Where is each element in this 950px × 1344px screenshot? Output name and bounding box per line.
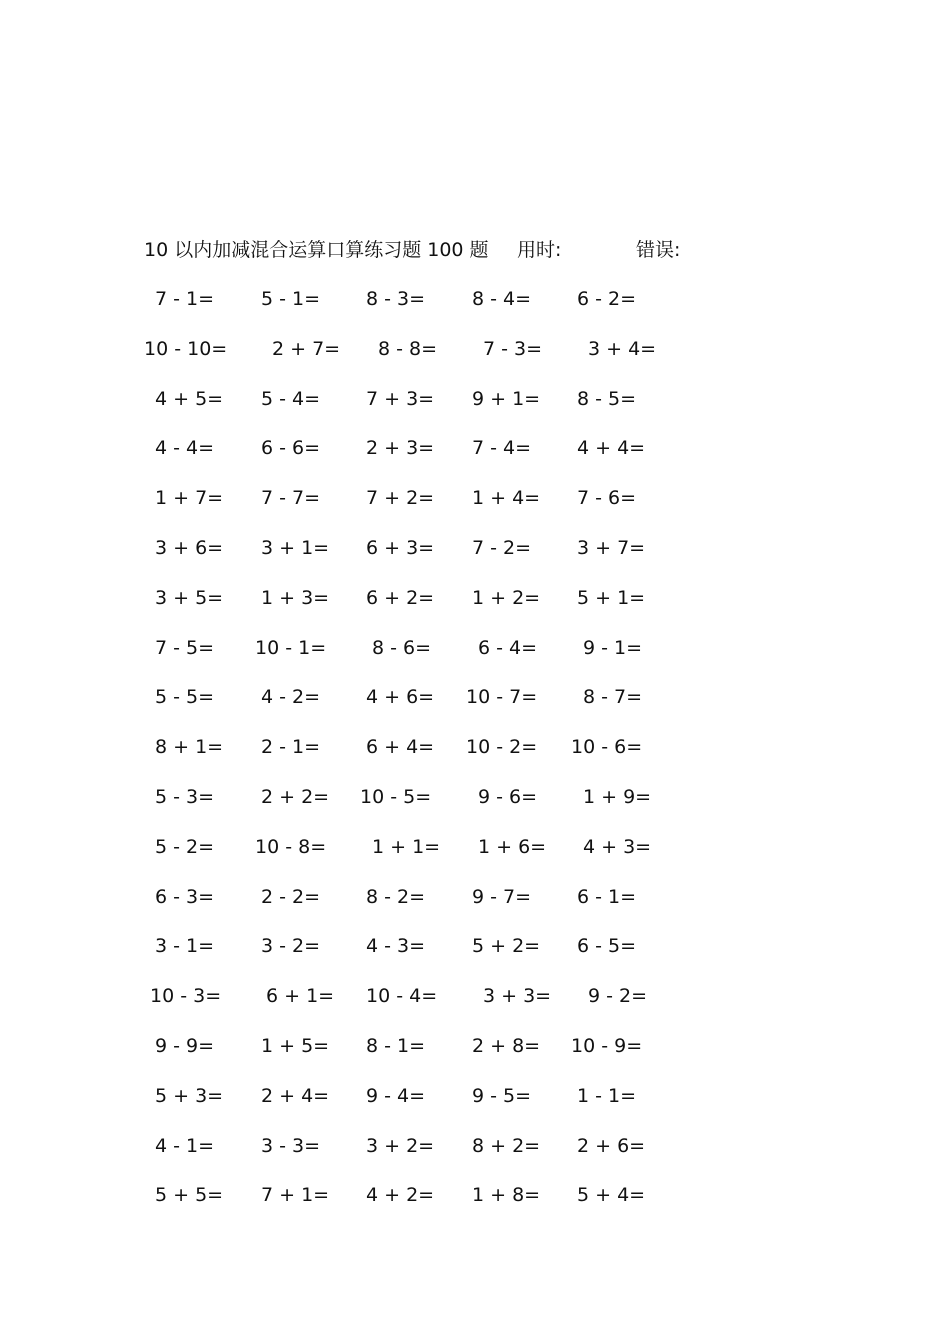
problem-item: 10 - 5=: [360, 786, 432, 808]
problem-item: 4 - 3=: [366, 935, 426, 958]
problem-item: 8 + 1=: [155, 736, 224, 759]
problem-item: 3 + 6=: [155, 537, 224, 559]
problem-row: [0, 533, 950, 563]
problem-item: 1 - 1=: [577, 1084, 637, 1107]
problem-item: 2 + 7=: [272, 337, 341, 360]
problem-row: [0, 633, 950, 663]
problem-item: 10 - 9=: [571, 1035, 643, 1057]
problem-item: 6 + 2=: [366, 586, 435, 609]
problem-item: 9 - 6=: [478, 786, 538, 808]
problem-item: 1 + 1=: [372, 835, 441, 858]
errors-label: 错误:: [636, 239, 681, 261]
problem-item: 5 - 3=: [155, 786, 215, 808]
problem-item: 9 - 5=: [472, 1084, 532, 1107]
problem-item: 1 + 5=: [261, 1035, 330, 1057]
problem-item: 4 - 1=: [155, 1134, 215, 1157]
problem-item: 7 + 2=: [366, 487, 435, 510]
problem-item: 6 + 3=: [366, 537, 435, 559]
problem-item: 4 + 3=: [583, 835, 652, 858]
problem-row: [0, 1031, 950, 1061]
problem-item: 4 + 4=: [577, 437, 646, 460]
problem-row: [0, 483, 950, 513]
problem-item: 2 + 4=: [261, 1084, 330, 1107]
problem-item: 3 + 4=: [588, 337, 657, 360]
problem-row: [0, 583, 950, 613]
problem-item: 10 - 3=: [150, 985, 222, 1008]
problem-item: 9 - 9=: [155, 1035, 215, 1057]
problem-row: [0, 1131, 950, 1161]
problem-item: 3 - 3=: [261, 1134, 321, 1157]
problem-item: 1 + 7=: [155, 487, 224, 510]
problem-item: 8 - 8=: [378, 337, 438, 360]
worksheet-title: 10 以内加减混合运算口算练习题 100 题: [144, 239, 489, 261]
problem-item: 1 + 9=: [583, 786, 652, 808]
problem-item: 7 - 3=: [483, 337, 543, 360]
problem-item: 8 - 7=: [583, 686, 643, 709]
problem-row: [0, 1081, 950, 1111]
problem-item: 3 - 2=: [261, 935, 321, 958]
problem-item: 5 + 1=: [577, 586, 646, 609]
problem-item: 5 - 5=: [155, 686, 215, 709]
problem-item: 8 - 1=: [366, 1035, 426, 1057]
problem-item: 3 + 5=: [155, 586, 224, 609]
problem-item: 10 - 4=: [366, 985, 438, 1008]
problem-item: 2 + 8=: [472, 1035, 541, 1057]
problem-item: 6 - 6=: [261, 437, 321, 460]
time-used-label: 用时:: [517, 239, 562, 261]
problem-row: [0, 682, 950, 712]
problem-row: [0, 732, 950, 762]
problem-item: 2 + 3=: [366, 437, 435, 460]
problem-item: 10 - 10=: [144, 337, 228, 360]
problem-item: 7 - 5=: [155, 636, 215, 659]
problem-row: [0, 384, 950, 414]
problem-item: 5 + 3=: [155, 1084, 224, 1107]
problem-item: 8 - 6=: [372, 636, 432, 659]
problem-item: 6 - 5=: [577, 935, 637, 958]
problem-item: 5 - 2=: [155, 835, 215, 858]
problem-item: 2 + 6=: [577, 1134, 646, 1157]
problem-item: 10 - 8=: [255, 835, 327, 858]
problem-item: 7 - 4=: [472, 437, 532, 460]
problem-row: [0, 284, 950, 314]
problem-item: 7 - 7=: [261, 487, 321, 510]
problem-item: 7 - 6=: [577, 487, 637, 510]
problem-item: 10 - 6=: [571, 736, 643, 759]
problem-row: [0, 433, 950, 463]
problem-item: 9 - 7=: [472, 885, 532, 908]
problem-item: 4 + 6=: [366, 686, 435, 709]
problem-row: [0, 931, 950, 961]
problem-item: 5 + 4=: [577, 1184, 646, 1207]
problem-item: 5 - 1=: [261, 288, 321, 310]
problem-item: 8 - 5=: [577, 387, 637, 410]
problem-item: 4 + 2=: [366, 1184, 435, 1207]
problem-item: 9 + 1=: [472, 387, 541, 410]
problem-item: 9 - 2=: [588, 985, 648, 1008]
problem-item: 5 + 2=: [472, 935, 541, 958]
problem-item: 4 - 4=: [155, 437, 215, 460]
problem-item: 3 + 1=: [261, 537, 330, 559]
problem-item: 2 + 2=: [261, 786, 330, 808]
problem-item: 4 - 2=: [261, 686, 321, 709]
problem-item: 7 - 1=: [155, 288, 215, 310]
problem-item: 6 - 3=: [155, 885, 215, 908]
problem-row: [0, 1180, 950, 1210]
problem-item: 6 - 1=: [577, 885, 637, 908]
problem-item: 7 + 1=: [261, 1184, 330, 1207]
problem-item: 5 + 5=: [155, 1184, 224, 1207]
problem-row: [0, 782, 950, 812]
problem-item: 2 - 1=: [261, 736, 321, 759]
problem-row: [0, 334, 950, 364]
problem-item: 3 - 1=: [155, 935, 215, 958]
problem-item: 5 - 4=: [261, 387, 321, 410]
problem-item: 8 - 3=: [366, 288, 426, 310]
problem-row: [0, 981, 950, 1011]
problem-item: 8 - 4=: [472, 288, 532, 310]
problem-item: 6 + 1=: [266, 985, 335, 1008]
problem-item: 1 + 2=: [472, 586, 541, 609]
problem-item: 8 - 2=: [366, 885, 426, 908]
problem-item: 10 - 2=: [466, 736, 538, 759]
problem-item: 6 + 4=: [366, 736, 435, 759]
problem-item: 2 - 2=: [261, 885, 321, 908]
problem-row: [0, 832, 950, 862]
problem-item: 3 + 7=: [577, 537, 646, 559]
problem-row: [0, 882, 950, 912]
problem-item: 3 + 2=: [366, 1134, 435, 1157]
problem-item: 10 - 1=: [255, 636, 327, 659]
problem-item: 8 + 2=: [472, 1134, 541, 1157]
problem-item: 1 + 4=: [472, 487, 541, 510]
problem-item: 4 + 5=: [155, 387, 224, 410]
problem-item: 3 + 3=: [483, 985, 552, 1008]
problem-item: 9 - 4=: [366, 1084, 426, 1107]
problem-item: 6 - 2=: [577, 288, 637, 310]
problem-item: 9 - 1=: [583, 636, 643, 659]
problem-item: 1 + 3=: [261, 586, 330, 609]
problem-item: 10 - 7=: [466, 686, 538, 709]
problem-item: 1 + 8=: [472, 1184, 541, 1207]
problem-item: 1 + 6=: [478, 835, 547, 858]
problem-item: 7 + 3=: [366, 387, 435, 410]
problem-item: 6 - 4=: [478, 636, 538, 659]
problem-item: 7 - 2=: [472, 537, 532, 559]
